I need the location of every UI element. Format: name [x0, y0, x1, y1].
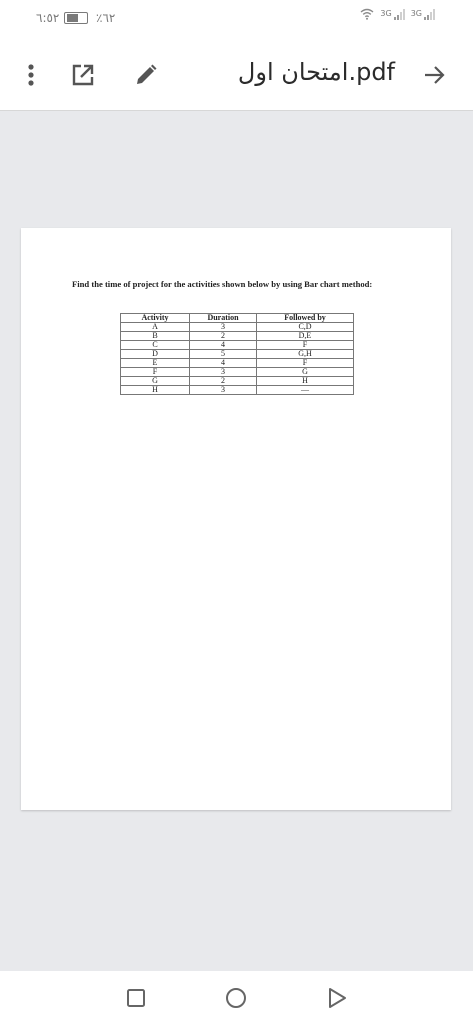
signal-icon	[411, 9, 435, 20]
signal-icon	[380, 9, 404, 20]
battery-indicator	[92, 11, 115, 25]
pdf-viewer[interactable]	[0, 111, 473, 971]
network-type-1: 3G	[380, 9, 392, 18]
cell-activity: H	[121, 386, 190, 395]
cell-duration: 3	[190, 368, 257, 377]
column-header-followed-by: Followed by	[257, 314, 354, 323]
cell-followed-by: G,H	[257, 350, 354, 359]
column-header-activity: Activity	[121, 314, 190, 323]
wifi-icon	[360, 8, 374, 20]
cell-followed-by: G	[257, 368, 354, 377]
cell-activity: A	[121, 323, 190, 332]
cell-activity: D	[121, 350, 190, 359]
recent-apps-icon[interactable]	[125, 987, 147, 1009]
cell-duration: 2	[190, 332, 257, 341]
cell-followed-by: D,E	[257, 332, 354, 341]
cell-activity: B	[121, 332, 190, 341]
table-row	[121, 386, 354, 395]
app-bar	[0, 40, 473, 111]
cell-followed-by: F	[257, 341, 354, 350]
cell-duration: 2	[190, 377, 257, 386]
cell-duration: 4	[190, 341, 257, 350]
status-icons	[360, 8, 435, 20]
network-type-2: 3G	[410, 9, 422, 18]
status-bar	[0, 0, 473, 40]
more-vert-icon[interactable]	[18, 62, 44, 88]
cell-followed-by: C,D	[257, 323, 354, 332]
cell-followed-by: H	[257, 377, 354, 386]
system-nav-bar	[0, 971, 473, 1024]
battery-percent: ٪٦٢	[96, 11, 116, 25]
document-title: امتحان اول.pdf	[237, 58, 395, 86]
cell-duration: 4	[190, 359, 257, 368]
cell-activity: C	[121, 341, 190, 350]
question-text: Find the time of project for the activities shown below by using Bar chart method:	[72, 279, 373, 289]
back-icon[interactable]	[326, 987, 348, 1009]
cell-activity: F	[121, 368, 190, 377]
edit-pencil-icon[interactable]	[133, 62, 159, 88]
pdf-page	[21, 228, 451, 810]
cell-duration: 5	[190, 350, 257, 359]
cell-duration: 3	[190, 323, 257, 332]
column-header-duration: Duration	[190, 314, 257, 323]
cell-activity: E	[121, 359, 190, 368]
cell-duration: 3	[190, 386, 257, 395]
arrow-back-icon[interactable]	[421, 62, 447, 88]
activities-table	[120, 313, 354, 395]
cell-activity: G	[121, 377, 190, 386]
status-time: ٦:٥٢	[36, 11, 60, 25]
open-in-new-icon[interactable]	[70, 62, 96, 88]
home-icon[interactable]	[225, 987, 247, 1009]
battery-icon	[64, 12, 88, 24]
cell-followed-by: —	[257, 386, 354, 395]
cell-followed-by: F	[257, 359, 354, 368]
